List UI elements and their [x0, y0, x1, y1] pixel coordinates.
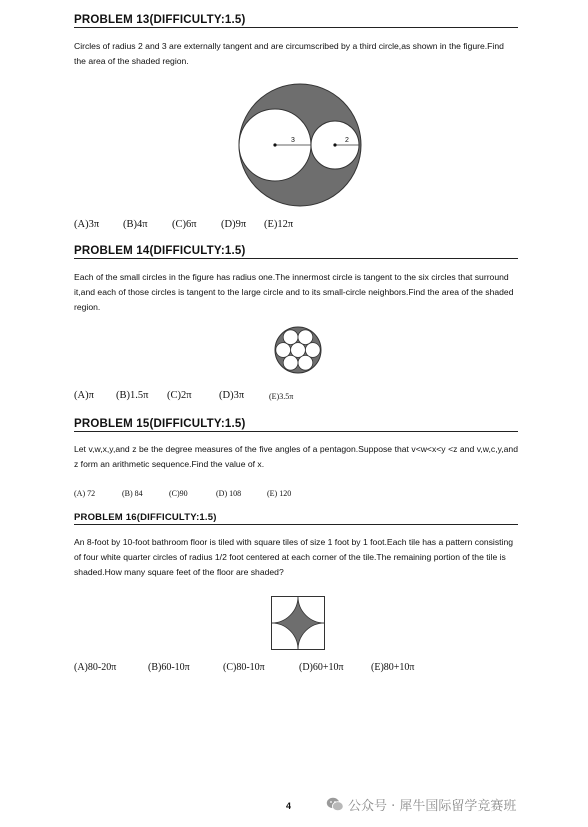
- outer-small-circle: [276, 343, 291, 358]
- page-number: 4: [286, 801, 292, 811]
- choice-b: (B)1.5π: [116, 390, 149, 401]
- choice-d: (D)60+10π: [299, 662, 344, 673]
- center-dot-large: [273, 143, 276, 146]
- choice-b: (B)60-10π: [148, 662, 190, 673]
- choice-c: (C)90: [169, 489, 188, 498]
- problem-16-figure: [271, 596, 325, 650]
- outer-small-circle: [298, 355, 313, 370]
- outer-small-circle: [305, 343, 320, 358]
- choice-e: (E) 120: [267, 489, 292, 498]
- problem-16-text: An 8-foot by 10-foot bathroom floor is tiled with square tiles of size 1 foot by 1 foot.Each tile has a pattern consisting of four white quarter circles of radius 1/2 foot centered at each corner of the tile.The remaining portion of the tile is shaded.How many square feet of the floor are shaded?: [74, 537, 513, 577]
- choice-b: (B) 84: [122, 489, 143, 498]
- problem-14-text: Each of the small circles in the figure has radius one.The innermost circle is tangent to the six circles that surround it,and each of those circles is tangent to the large circle and to its small-circle neighbors.Find the area of the shaded region.: [74, 272, 514, 312]
- watermark: [326, 795, 516, 814]
- outer-small-circle: [283, 355, 298, 370]
- problem-14-rule: [74, 258, 518, 259]
- choice-a: (A) 72: [74, 489, 96, 498]
- label-radius-3: 3: [291, 137, 295, 144]
- label-radius-2: 2: [345, 137, 349, 144]
- choice-d: (D)3π: [219, 390, 245, 401]
- problem-14-title: PROBLEM 14(DIFFICULTY:1.5): [74, 245, 246, 257]
- inner-circle: [291, 343, 306, 358]
- outer-small-circle: [283, 330, 298, 345]
- choice-a: (A)3π: [74, 219, 100, 230]
- choice-c: (C)80-10π: [223, 662, 265, 673]
- choice-d: (D) 108: [216, 489, 242, 498]
- problem-16-rule: [74, 524, 518, 525]
- problem-13-text: Circles of radius 2 and 3 are externally tangent and are circumscribed by a third circle,as shown in the figure.Find the area of the shaded region.: [74, 41, 504, 66]
- watermark-text: 公众号 · 犀牛国际留学竞赛班: [348, 799, 517, 814]
- wechat-icon: [326, 797, 344, 812]
- choice-e: (E)80+10π: [371, 662, 415, 673]
- problem-13-figure: [237, 82, 363, 208]
- outer-small-circle: [298, 330, 313, 345]
- choice-a: (A)π: [74, 390, 94, 401]
- choice-a: (A)80-20π: [74, 662, 117, 673]
- problem-14-figure: [272, 324, 324, 376]
- choice-c: (C)2π: [167, 390, 192, 401]
- problem-15-rule: [74, 431, 518, 432]
- center-dot-small: [333, 143, 336, 146]
- choice-e: (E)3.5π: [269, 392, 294, 401]
- choice-d: (D)9π: [221, 219, 247, 230]
- choice-e: (E)12π: [264, 219, 294, 230]
- problem-13-title: PROBLEM 13(DIFFICULTY:1.5): [74, 14, 246, 26]
- problem-15-title: PROBLEM 15(DIFFICULTY:1.5): [74, 418, 246, 430]
- problem-16-title: PROBLEM 16(DIFFICULTY:1.5): [74, 512, 217, 523]
- choice-b: (B)4π: [123, 219, 148, 230]
- choice-c: (C)6π: [172, 219, 197, 230]
- problem-15-text: Let v,w,x,y,and z be the degree measures of the five angles of a pentagon.Suppose that v<w<x<y <z and v,w,c,y,and z form an arithmetic sequence.Find the value of x.: [74, 444, 518, 469]
- problem-13-rule: [74, 27, 518, 28]
